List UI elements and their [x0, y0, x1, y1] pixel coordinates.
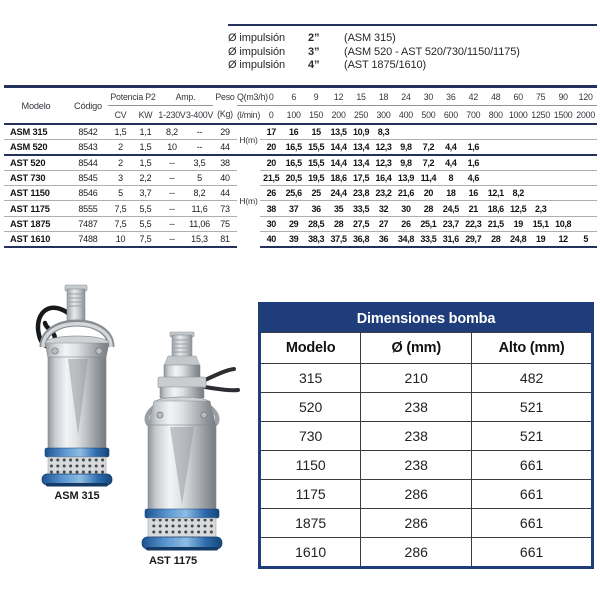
head-value: 20 — [417, 186, 439, 201]
head-value: 20 — [260, 155, 282, 171]
cell-kw: 1,5 — [133, 140, 158, 156]
head-value: 34,8 — [395, 231, 417, 247]
cell-modelo: AST 1175 — [4, 201, 68, 216]
impulsion-spec-block — [228, 24, 597, 73]
dim-diam: 286 — [361, 509, 472, 538]
cell-modelo: ASM 315 — [4, 124, 68, 140]
head-value: 16,5 — [282, 140, 304, 156]
cell-kw: 2,2 — [133, 171, 158, 186]
cell-kw: 1,1 — [133, 124, 158, 140]
head-value: 22,3 — [462, 216, 484, 231]
pump-performance-table — [4, 85, 597, 248]
head-value: 12,1 — [485, 186, 507, 201]
table-row — [4, 140, 597, 156]
cell-230v: -- — [158, 186, 186, 201]
head-value: 10,8 — [552, 216, 574, 231]
flow-header: 100 — [282, 106, 304, 125]
cell-codigo: 8544 — [68, 155, 108, 171]
head-value: 23,7 — [440, 216, 462, 231]
head-value: 24,4 — [327, 186, 349, 201]
head-value: 4,6 — [462, 171, 484, 186]
dim-alto: 482 — [472, 364, 593, 393]
flow-header: 6 — [282, 87, 304, 106]
cell-400v: -- — [186, 124, 213, 140]
head-value: 12,5 — [507, 201, 529, 216]
head-value: 25,1 — [417, 216, 439, 231]
dim-diam: 238 — [361, 451, 472, 480]
head-value: 20,5 — [282, 171, 304, 186]
head-value: 13,4 — [350, 155, 372, 171]
head-value: 28,5 — [305, 216, 327, 231]
table-row — [4, 231, 597, 247]
head-value: 36 — [305, 201, 327, 216]
col-header-potencia: Potencia P2 — [108, 87, 158, 106]
head-value: 37,5 — [327, 231, 349, 247]
table-row — [4, 124, 597, 140]
cell-codigo: 8543 — [68, 140, 108, 156]
head-value: 7,2 — [417, 155, 439, 171]
table-row — [4, 216, 597, 231]
table-row — [4, 201, 597, 216]
flow-header: 36 — [440, 87, 462, 106]
pump-caption-asm-315: ASM 315 — [54, 490, 100, 502]
cell-peso: 81 — [213, 231, 237, 247]
head-value: 8,2 — [507, 186, 529, 201]
cell-peso: 40 — [213, 171, 237, 186]
head-value: 12 — [552, 231, 574, 247]
head-value: 31,6 — [440, 231, 462, 247]
cell-230v: -- — [158, 155, 186, 171]
head-value: 35 — [327, 201, 349, 216]
dim-col-modelo: Modelo — [260, 333, 361, 364]
head-value: 15 — [305, 124, 327, 140]
head-value: 28 — [485, 231, 507, 247]
dim-modelo: 1875 — [260, 509, 361, 538]
table-row — [4, 171, 597, 186]
head-value: 12,3 — [372, 155, 394, 171]
cell-peso: 44 — [213, 186, 237, 201]
head-value: 2,3 — [529, 201, 551, 216]
cell-cv: 2 — [108, 155, 133, 171]
dim-diam: 238 — [361, 393, 472, 422]
hm-label: H(m) — [239, 134, 258, 145]
flow-header: 600 — [440, 106, 462, 125]
col-header-codigo: Código — [68, 87, 108, 125]
cell-cv: 5 — [108, 186, 133, 201]
table-row — [260, 422, 593, 451]
col-header-lmin: (l/min) — [237, 106, 260, 125]
product-images — [10, 283, 260, 573]
flow-header: 75 — [529, 87, 551, 106]
head-value: 9,8 — [395, 155, 417, 171]
head-value: 26 — [395, 216, 417, 231]
cell-modelo: AST 1610 — [4, 231, 68, 247]
flow-header: 42 — [462, 87, 484, 106]
head-value: 18 — [440, 186, 462, 201]
impulsion-row — [228, 46, 597, 60]
head-value: 39 — [282, 231, 304, 247]
dim-alto: 521 — [472, 422, 593, 451]
dim-modelo: 520 — [260, 393, 361, 422]
table-row — [260, 451, 593, 480]
impulsion-size: 3” — [308, 45, 320, 58]
head-value: 38,3 — [305, 231, 327, 247]
head-value: 36,8 — [350, 231, 372, 247]
head-value: 28 — [327, 216, 349, 231]
cell-peso: 38 — [213, 155, 237, 171]
head-value: 38 — [260, 201, 282, 216]
cell-peso: 73 — [213, 201, 237, 216]
head-value: 40 — [260, 231, 282, 247]
flow-header: 0 — [260, 87, 282, 106]
cell-peso: 75 — [213, 216, 237, 231]
dim-col-diam: Ø (mm) — [361, 333, 472, 364]
table-row — [260, 509, 593, 538]
head-value: 29 — [282, 216, 304, 231]
table-row — [4, 186, 597, 201]
head-value: 17 — [260, 124, 282, 140]
head-value: 7,2 — [417, 140, 439, 156]
head-value: 23,2 — [372, 186, 394, 201]
col-header-kw: KW — [133, 106, 158, 125]
head-value: 17,5 — [350, 171, 372, 186]
cell-modelo: AST 730 — [4, 171, 68, 186]
head-value: 30 — [395, 201, 417, 216]
cell-400v: 8,2 — [186, 186, 213, 201]
flow-header: 0 — [260, 106, 282, 125]
flow-header: 1250 — [529, 106, 551, 125]
table-row — [4, 155, 597, 171]
head-value: 11,4 — [417, 171, 439, 186]
head-value: 21,6 — [395, 186, 417, 201]
cell-230v: -- — [158, 201, 186, 216]
head-value: 25,6 — [282, 186, 304, 201]
head-value: 23,8 — [350, 186, 372, 201]
header-row-1 — [4, 87, 597, 106]
dim-alto: 661 — [472, 509, 593, 538]
pump-photo-ast-1175 — [142, 332, 238, 551]
impulsion-models: (AST 1875/1610) — [344, 59, 427, 71]
head-value: 16,5 — [282, 155, 304, 171]
dim-alto: 661 — [472, 451, 593, 480]
cell-230v: 10 — [158, 140, 186, 156]
head-value: 1,6 — [462, 140, 484, 156]
head-value: 19 — [529, 231, 551, 247]
head-value: 1,6 — [462, 155, 484, 171]
head-value: 8,3 — [372, 124, 394, 140]
cell-230v: -- — [158, 216, 186, 231]
head-value: 24,8 — [507, 231, 529, 247]
head-value: 32 — [372, 201, 394, 216]
head-value: 5 — [574, 231, 597, 247]
dimensions-title: Dimensiones bomba — [260, 304, 593, 333]
cell-kw: 5,5 — [133, 201, 158, 216]
dim-diam: 238 — [361, 422, 472, 451]
flow-header: 1000 — [507, 106, 529, 125]
cell-cv: 7,5 — [108, 201, 133, 216]
head-value: 15,5 — [305, 155, 327, 171]
dim-alto: 521 — [472, 393, 593, 422]
cell-230v: -- — [158, 171, 186, 186]
cell-cv: 10 — [108, 231, 133, 247]
dim-diam: 210 — [361, 364, 472, 393]
dimensions-table — [258, 302, 594, 569]
flow-header: 12 — [327, 87, 349, 106]
flow-header: 700 — [462, 106, 484, 125]
flow-header: 30 — [417, 87, 439, 106]
cell-modelo: AST 1875 — [4, 216, 68, 231]
head-value: 30 — [260, 216, 282, 231]
head-value: 4,4 — [440, 155, 462, 171]
cell-peso: 29 — [213, 124, 237, 140]
head-value: 13,4 — [350, 140, 372, 156]
head-value: 18,6 — [327, 171, 349, 186]
head-value: 8 — [440, 171, 462, 186]
head-value: 13,5 — [327, 124, 349, 140]
head-value: 25 — [305, 186, 327, 201]
col-header-amp: Amp. — [158, 87, 213, 106]
cell-400v: 11,06 — [186, 216, 213, 231]
cell-kw: 1,5 — [133, 155, 158, 171]
flow-header: 60 — [507, 87, 529, 106]
head-value: 33,5 — [417, 231, 439, 247]
impulsion-label: Ø impulsión — [228, 32, 285, 44]
head-value: 14,4 — [327, 155, 349, 171]
cell-400v: -- — [186, 140, 213, 156]
head-value: 15,1 — [529, 216, 551, 231]
cell-230v: -- — [158, 231, 186, 247]
cell-codigo: 8555 — [68, 201, 108, 216]
cell-codigo: 8545 — [68, 171, 108, 186]
cell-kw: 3,7 — [133, 186, 158, 201]
impulsion-models: (ASM 315) — [344, 32, 396, 44]
flow-header: 2000 — [574, 106, 597, 125]
impulsion-size: 2” — [308, 32, 320, 44]
head-value: 18,6 — [485, 201, 507, 216]
flow-header: 48 — [485, 87, 507, 106]
flow-header: 400 — [395, 106, 417, 125]
cell-codigo: 8542 — [68, 124, 108, 140]
dim-modelo: 1610 — [260, 538, 361, 568]
impulsion-models: (ASM 520 - AST 520/730/1150/1175) — [344, 45, 520, 58]
cell-400v: 5 — [186, 171, 213, 186]
flow-header: 90 — [552, 87, 574, 106]
cell-codigo: 7488 — [68, 231, 108, 247]
col-header-230v: 1-230V — [158, 106, 186, 125]
dim-modelo: 730 — [260, 422, 361, 451]
head-value: 13,9 — [395, 171, 417, 186]
cell-cv: 3 — [108, 171, 133, 186]
head-value: 37 — [282, 201, 304, 216]
head-value: 26 — [260, 186, 282, 201]
impulsion-size: 4” — [308, 59, 320, 71]
head-value: 21,5 — [485, 216, 507, 231]
cell-kw: 7,5 — [133, 231, 158, 247]
cell-400v: 11,6 — [186, 201, 213, 216]
flow-header: 500 — [417, 106, 439, 125]
cell-modelo: ASM 520 — [4, 140, 68, 156]
impulsion-label: Ø impulsión — [228, 45, 285, 58]
head-value: 16 — [282, 124, 304, 140]
cell-codigo: 8546 — [68, 186, 108, 201]
pump-photo-asm-315 — [38, 285, 112, 487]
dim-alto: 661 — [472, 480, 593, 509]
cell-codigo: 7487 — [68, 216, 108, 231]
cell-modelo: AST 1150 — [4, 186, 68, 201]
head-value: 4,4 — [440, 140, 462, 156]
head-value: 29,7 — [462, 231, 484, 247]
cell-peso: 44 — [213, 140, 237, 156]
dim-modelo: 315 — [260, 364, 361, 393]
flow-header: 120 — [574, 87, 597, 106]
impulsion-row — [228, 32, 597, 46]
dimensions-header-row — [260, 333, 593, 364]
col-header-kg: (Kg) — [213, 106, 237, 125]
col-header-peso: Peso — [213, 87, 237, 106]
hm-label: H(m) — [237, 155, 260, 247]
head-value: 20 — [260, 140, 282, 156]
head-value: 15,5 — [305, 140, 327, 156]
flow-header: 18 — [372, 87, 394, 106]
flow-header: 15 — [350, 87, 372, 106]
head-value: 16,4 — [372, 171, 394, 186]
head-value: 27,5 — [350, 216, 372, 231]
flow-header: 250 — [350, 106, 372, 125]
head-value: 9,8 — [395, 140, 417, 156]
head-value: 28 — [417, 201, 439, 216]
table-row — [260, 393, 593, 422]
impulsion-label: Ø impulsión — [228, 59, 285, 71]
flow-header: 9 — [305, 87, 327, 106]
head-value: 21,5 — [260, 171, 282, 186]
table-row — [260, 364, 593, 393]
cell-modelo: AST 520 — [4, 155, 68, 171]
col-header-qm3h: Q(m3/h) — [237, 87, 260, 106]
table-row — [260, 538, 593, 568]
head-value: 27 — [372, 216, 394, 231]
dimensions-title-row — [260, 304, 593, 333]
cell-230v: 8,2 — [158, 124, 186, 140]
flow-header: 800 — [485, 106, 507, 125]
table-row — [260, 480, 593, 509]
head-value: 16 — [462, 186, 484, 201]
cell-kw: 5,5 — [133, 216, 158, 231]
head-value: 12,3 — [372, 140, 394, 156]
dim-alto: 661 — [472, 538, 593, 568]
cell-cv: 2 — [108, 140, 133, 156]
col-header-modelo: Modelo — [4, 87, 68, 125]
head-value: 24,5 — [440, 201, 462, 216]
cell-400v: 15,3 — [186, 231, 213, 247]
flow-header: 300 — [372, 106, 394, 125]
head-value: 10,9 — [350, 124, 372, 140]
head-value: 19,5 — [305, 171, 327, 186]
flow-header: 200 — [327, 106, 349, 125]
cell-400v: 3,5 — [186, 155, 213, 171]
flow-header: 24 — [395, 87, 417, 106]
dim-col-alto: Alto (mm) — [472, 333, 593, 364]
dim-diam: 286 — [361, 538, 472, 568]
dim-modelo: 1175 — [260, 480, 361, 509]
impulsion-row — [228, 59, 597, 73]
dim-modelo: 1150 — [260, 451, 361, 480]
col-header-cv: CV — [108, 106, 133, 125]
head-value: 33,5 — [350, 201, 372, 216]
head-value: 21 — [462, 201, 484, 216]
col-header-400v: 3-400V — [186, 106, 213, 125]
head-value: 14,4 — [327, 140, 349, 156]
pump-caption-ast-1175: AST 1175 — [148, 555, 198, 567]
pump-illustrations — [10, 283, 260, 573]
head-value: 36 — [372, 231, 394, 247]
head-value: 19 — [507, 216, 529, 231]
dim-diam: 286 — [361, 480, 472, 509]
cell-cv: 7,5 — [108, 216, 133, 231]
flow-header: 150 — [305, 106, 327, 125]
flow-header: 1500 — [552, 106, 574, 125]
cell-cv: 1,5 — [108, 124, 133, 140]
